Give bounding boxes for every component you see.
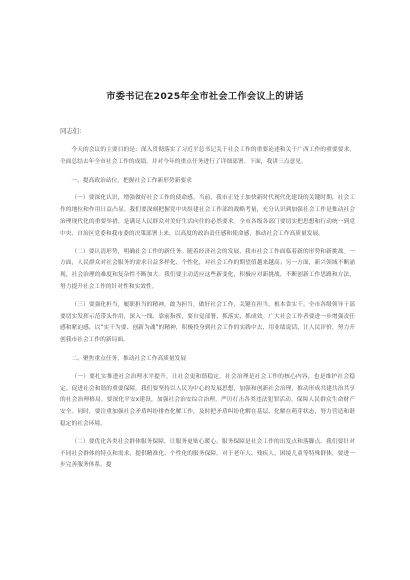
body-paragraph: （一）要扎实推进社会治理水平提升，让社会更和谐稳定。社会治理是社会工作的核心内容，也是维护社会稳定、促进社会和谐的重要保障。我们要坚持以人民为中心的发展思想，加强和创新社会治理，推动形成共建共治共享的社会治理格局。要深化平安x建设，加强社会治安综合治理，严厉打击各类违法犯罪活动，保障人民群众生命财产安全。同时，要注重加强社会矛盾纠纷排查化解工作，及时把矛盾纠纷化解在基层、化解在萌芽状态，努力营造和谐稳定的社会环境。 [60,373,355,427]
document-title: 市委书记在2025年全市社会工作会议上的讲话 [106,91,304,102]
body-paragraph: 今天的会议的主要目的是：深入贯彻落实了习近平总书记关于社会工作的重要论述和关于广西工作的重要要求，全面总结去年全市社会工作的成绩，并对今年的重点任务进行了详细部署。下面，我讲三点意见。 [60,147,355,165]
body-paragraph: （二）要认清形势，明确社会工作的新任务。随着经济社会的发展，我市社会工作面临着新的形势和新挑战。一方面，人民群众对社会服务的需求日益多样化、个性化，对社会工作的期望值越来越高；另一方面，新兴领域不断涌现，社会治理的难度和复杂性不断加大。我们要主动适应这些新变化，积极应对新挑战，不断创新工作思路和方法，努力提升社会工作的针对性和实效性。 [60,248,355,290]
greeting: 同志们： [60,127,86,135]
body-paragraph: （三）要强化担当，履职担当的精神，敢为担当，做好社会工作，关键在担当，根本靠实干。全市各级领导干部要切实发挥示范带头作用，深入一线、靠前指挥，要自觉部署、抓落实、抓成效。广大社会工作者要进一步增强责任感和紧迫感，以“实干为要、创新为魂”的精神，积极投身到社会工作的实践中去，用业绩说话，让人民评价，努力开创我市社会工作的新局面。 [60,301,355,344]
document-body [60,145,355,472]
body-paragraph: （一）要深化认识，增强做好社会工作的使命感。当前，我市正处于加快新时代现代化建设的关键时期，社会工作的地位和作用日益凸显。我们要深刻把握党中央组建社会工作部的战略考量，充分认识到加强社会工作是推动社会治理现代化的重要举措，是满足人民群众对美好生活向往的必然要求。全市各级各部门要切实把思想和行动统一到党中央、自治区党委和我市委的决策部署上来，以高度的政治责任感和使命感，推动社会工作高质量发展。 [60,195,355,237]
section-heading: 一、提高政治站位，把握社会工作新形势新要求 [71,177,192,184]
body-paragraph: （二）要优化各类社会群体服务保障，让服务更贴心暖心。服务保障是社会工作的出发点和落脚点。我们要针对不同社会群体的特点和需求，提供精准化、个性化的服务保障。对于老年人、残疾人、困境儿童等特殊群体，要进一步完善服务体系，提 [60,438,355,469]
section-heading: 二、聚焦重点任务，推动社会工作高质量发展 [71,355,187,362]
